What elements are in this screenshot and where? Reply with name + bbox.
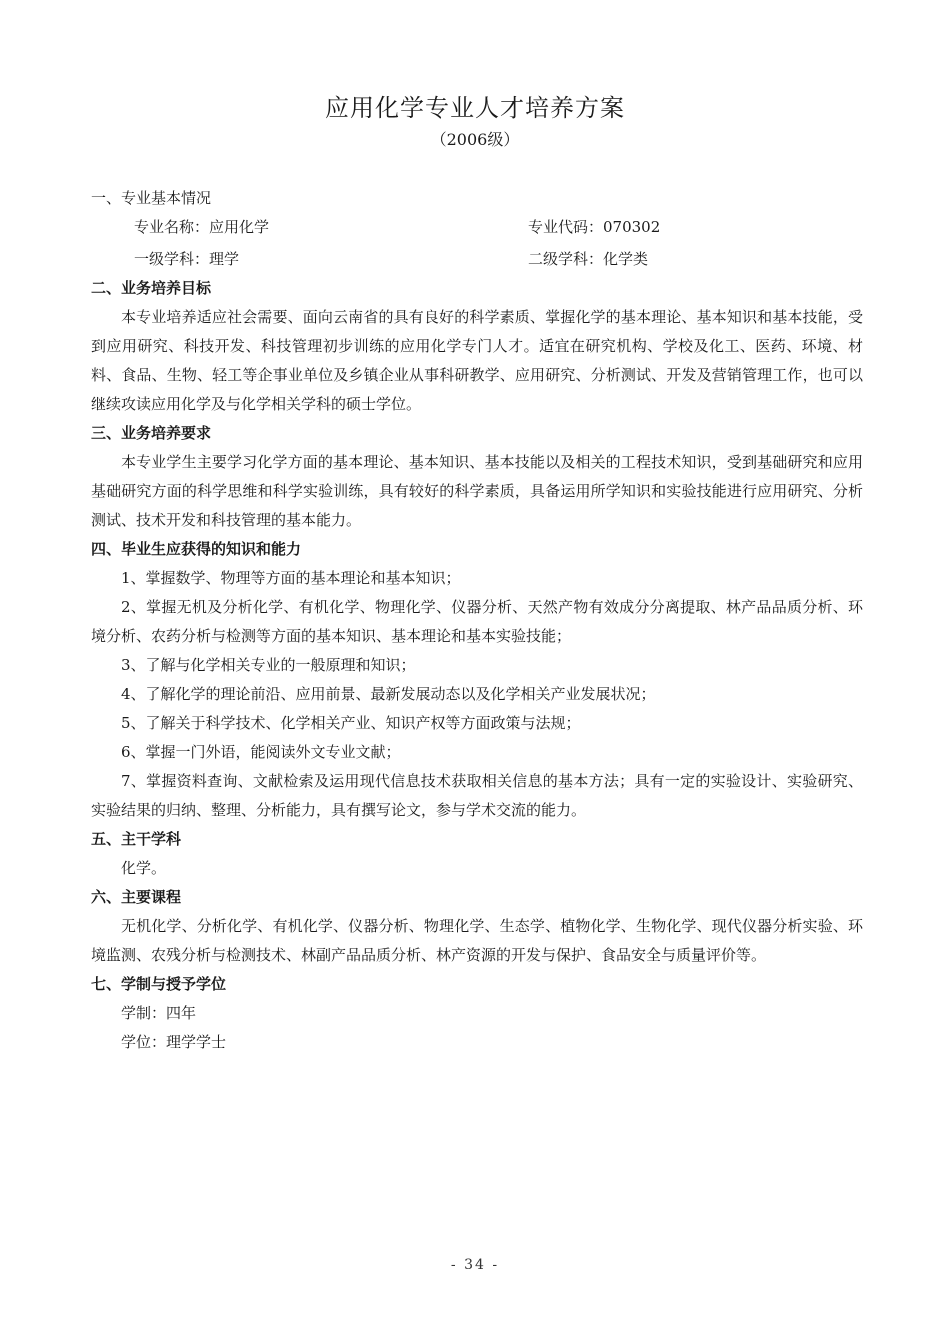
section6-heading: 六、主要课程: [91, 888, 182, 906]
list-item: 7、掌握资料查询、文献检索及运用现代信息技术获取相关信息的基本方法；具有一定的实验设计、实验研究、实验结果的归纳、整理、分析能力，具有撰写论文，参与学术交流的能力。: [91, 772, 863, 819]
list-item: 6、掌握一门外语，能阅读外文专业文献；: [121, 743, 401, 761]
section5-heading: 五、主干学科: [91, 830, 182, 848]
section2-text: 本专业培养适应社会需要、面向云南省的具有良好的科学素质、掌握化学的基本理论、基本知识和基本技能，受到应用研究、科技开发、科技管理初步训练的应用化学专门人才。适宜在研究机构、学校及化工、医药、环境、材料、食品、生物、轻工等企事业单位及乡镇企业从事科研教学、应用研究、分析测试、开发及营销管理工作，也可以继续攻读应用化学及与化学相关学科的硕士学位。: [91, 308, 863, 413]
section3-text: 本专业学生主要学习化学方面的基本理论、基本知识、基本技能以及相关的工程技术知识，受到基础研究和应用基础研究方面的科学思维和科学实验训练，具有较好的科学素质，具备运用所学知识和实验技能进行应用研究、分析测试、技术开发和科技管理的基本能力。: [91, 453, 863, 529]
degree-awarded: 学位：理学学士: [121, 1033, 227, 1051]
section4-heading: 四、毕业生应获得的知识和能力: [91, 540, 302, 558]
list-item: 1、掌握数学、物理等方面的基本理论和基本知识；: [121, 569, 461, 587]
page-number: - 34 -: [450, 1257, 500, 1273]
list-item: 3、了解与化学相关专业的一般原理和知识；: [121, 656, 416, 674]
major-name: 专业名称：应用化学: [134, 218, 270, 236]
section6-text: 无机化学、分析化学、有机化学、仪器分析、物理化学、生态学、植物化学、生物化学、现代仪器分析实验、环境监测、农残分析与检测技术、林副产品品质分析、林产资源的开发与保护、食品安全与质量评价等。: [91, 917, 863, 964]
section3-heading: 三、业务培养要求: [91, 424, 212, 442]
list-item: 2、掌握无机及分析化学、有机化学、物理化学、仪器分析、天然产物有效成分分离提取、林产品品质分析、环境分析、农药分析与检测等方面的基本知识、基本理论和基本实验技能；: [91, 598, 863, 645]
level2-discipline: 二级学科：化学类: [528, 250, 649, 268]
list-item: 5、了解关于科学技术、化学相关产业、知识产权等方面政策与法规；: [121, 714, 581, 732]
study-duration: 学制：四年: [121, 1004, 197, 1022]
page-subtitle: （2006级）: [430, 130, 520, 149]
page-title: 应用化学专业人才培养方案: [325, 94, 625, 122]
section5-text: 化学。: [121, 859, 167, 877]
section1-heading: 一、专业基本情况: [91, 189, 212, 207]
discipline-row: [91, 245, 863, 274]
section2-heading: 二、业务培养目标: [91, 279, 212, 297]
level1-discipline: 一级学科：理学: [134, 250, 240, 268]
major-row: [91, 213, 863, 242]
document-body: [91, 184, 863, 1057]
list-item: 4、了解化学的理论前沿、应用前景、最新发展动态以及化学相关产业发展状况；: [121, 685, 656, 703]
section7-heading: 七、学制与授予学位: [91, 975, 227, 993]
major-code: 专业代码：070302: [528, 218, 661, 236]
